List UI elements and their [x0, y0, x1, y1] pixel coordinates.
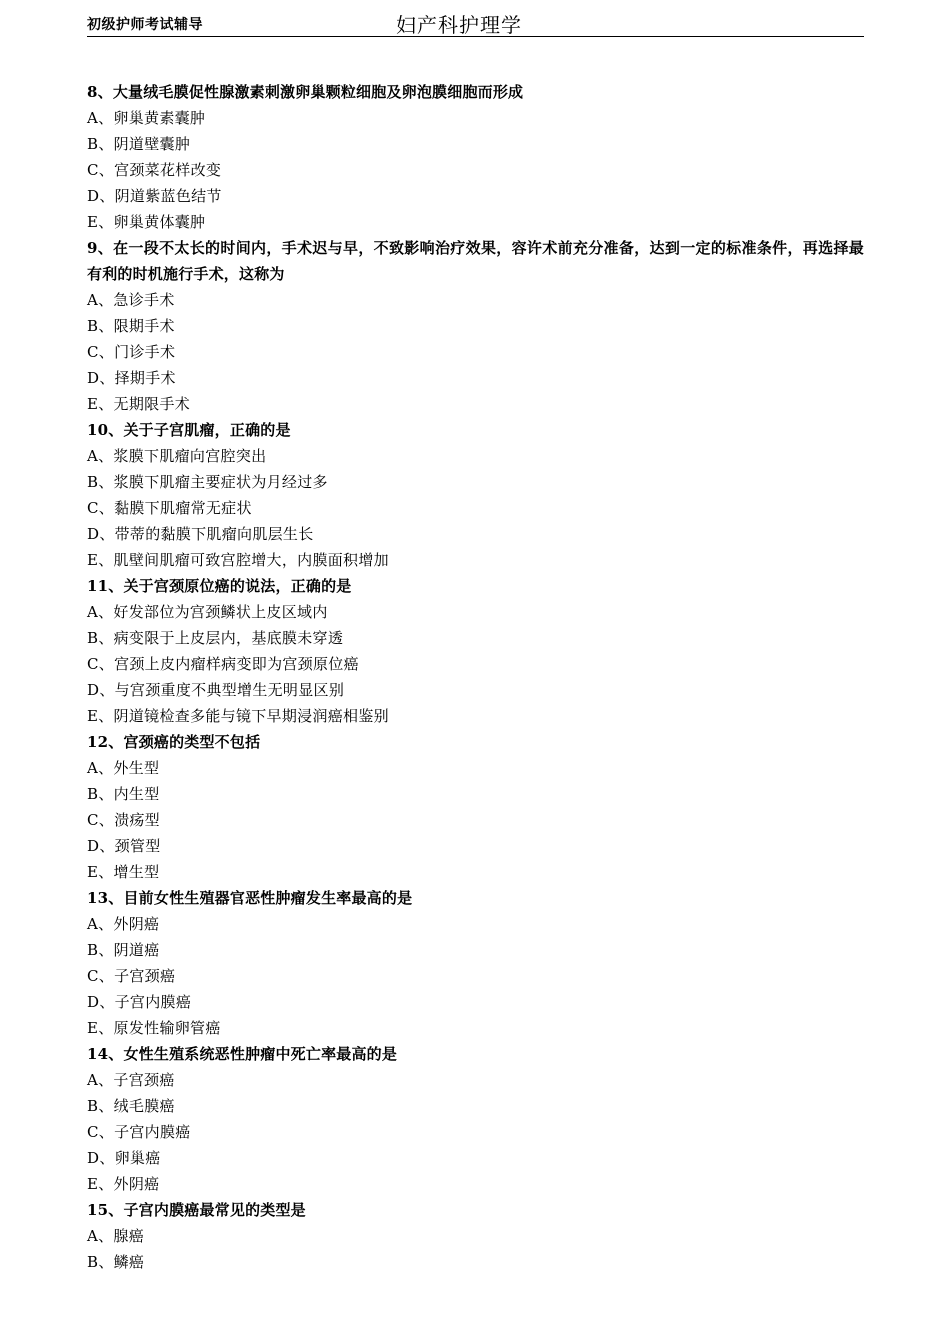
- option-c: C、子宫内膜癌: [87, 1123, 191, 1141]
- option-b: B、浆膜下肌瘤主要症状为月经过多: [87, 473, 328, 491]
- option-c: C、门诊手术: [87, 343, 176, 361]
- question-stem: 8、大量绒毛膜促性腺激素刺激卵巢颗粒细胞及卵泡膜细胞而形成: [87, 83, 524, 101]
- question-stem: 13、目前女性生殖器官恶性肿瘤发生率最高的是: [87, 889, 413, 907]
- option-a: A、外生型: [87, 759, 160, 777]
- header-book-title: 初级护师考试辅导: [87, 17, 203, 33]
- question-block: [87, 1197, 864, 1275]
- question-stem: 9、在一段不太长的时间内，手术迟与早，不致影响治疗效果，容许术前充分准备，达到一定的标准条件，再选择最有利的时机施行手术，这称为: [87, 239, 864, 283]
- question-block: [87, 885, 864, 1041]
- header-subject-title: 妇产科护理学: [396, 13, 522, 37]
- option-c: C、子宫颈癌: [87, 967, 176, 985]
- question-block: [87, 1041, 864, 1197]
- question-stem: 14、女性生殖系统恶性肿瘤中死亡率最高的是: [87, 1045, 398, 1063]
- page-header: [87, 0, 864, 37]
- option-a: A、浆膜下肌瘤向宫腔突出: [87, 447, 267, 465]
- question-block: [87, 235, 864, 417]
- option-d: D、择期手术: [87, 369, 176, 387]
- option-e: E、增生型: [87, 863, 160, 881]
- question-block: [87, 573, 864, 729]
- option-b: B、内生型: [87, 785, 160, 803]
- option-a: A、卵巢黄素囊肿: [87, 109, 206, 127]
- option-b: B、阴道癌: [87, 941, 160, 959]
- option-d: D、带蒂的黏膜下肌瘤向肌层生长: [87, 525, 314, 543]
- question-stem: 11、关于宫颈原位癌的说法，正确的是: [87, 577, 352, 595]
- option-a: A、子宫颈癌: [87, 1071, 175, 1089]
- option-a: A、腺癌: [87, 1227, 145, 1245]
- question-block: [87, 729, 864, 885]
- option-a: A、急诊手术: [87, 291, 175, 309]
- option-e: E、原发性输卵管癌: [87, 1019, 221, 1037]
- option-c: C、溃疡型: [87, 811, 160, 829]
- option-d: D、阴道紫蓝色结节: [87, 187, 222, 205]
- question-stem: 10、关于子宫肌瘤，正确的是: [87, 421, 291, 439]
- option-d: D、子宫内膜癌: [87, 993, 192, 1011]
- question-block: [87, 417, 864, 573]
- option-d: D、卵巢癌: [87, 1149, 161, 1167]
- option-e: E、无期限手术: [87, 395, 191, 413]
- option-e: E、阴道镜检查多能与镜下早期浸润癌相鉴别: [87, 707, 389, 725]
- question-list: [87, 79, 864, 1275]
- option-c: C、宫颈菜花样改变: [87, 161, 222, 179]
- question-stem: 15、子宫内膜癌最常见的类型是: [87, 1201, 306, 1219]
- option-b: B、阴道壁囊肿: [87, 135, 191, 153]
- question-stem: 12、宫颈癌的类型不包括: [87, 733, 261, 751]
- option-d: D、颈管型: [87, 837, 161, 855]
- option-b: B、绒毛膜癌: [87, 1097, 175, 1115]
- option-e: E、卵巢黄体囊肿: [87, 213, 206, 231]
- option-b: B、限期手术: [87, 317, 175, 335]
- option-a: A、好发部位为宫颈鳞状上皮区域内: [87, 603, 328, 621]
- option-d: D、与宫颈重度不典型增生无明显区别: [87, 681, 345, 699]
- option-c: C、宫颈上皮内瘤样病变即为宫颈原位癌: [87, 655, 359, 673]
- option-a: A、外阴癌: [87, 915, 160, 933]
- option-e: E、肌壁间肌瘤可致宫腔增大，内膜面积增加: [87, 551, 389, 569]
- option-c: C、黏膜下肌瘤常无症状: [87, 499, 252, 517]
- option-b: B、病变限于上皮层内，基底膜未穿透: [87, 629, 344, 647]
- option-e: E、外阴癌: [87, 1175, 160, 1193]
- option-b: B、鳞癌: [87, 1253, 145, 1271]
- question-block: [87, 79, 864, 235]
